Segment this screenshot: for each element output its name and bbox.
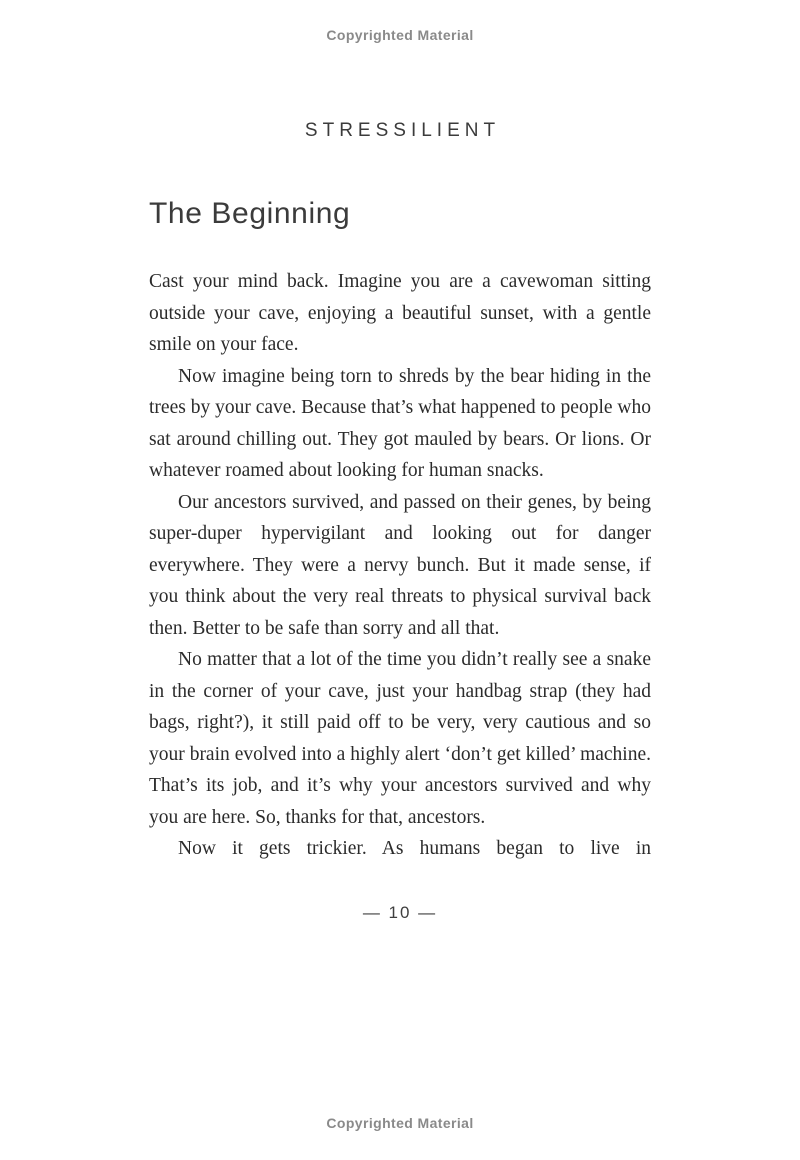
chapter-title: The Beginning bbox=[149, 197, 351, 230]
copyright-notice-bottom: Copyrighted Material bbox=[326, 1115, 474, 1131]
copyright-notice-top: Copyrighted Material bbox=[326, 27, 474, 43]
body-paragraph: Now it gets trickier. As humans began to live in bbox=[178, 838, 651, 859]
body-paragraph: No matter that a lot of the time you didn’t really see a snake in the corner of your cave, just your handbag strap (they had bags, right?), it still paid off to be very, very cautious and so your brain evolved into a highly alert ‘don’t get killed’ machine. That’s its job, and it’s why your ancestors survived and why you are here. So, thanks for that, ancestors. bbox=[149, 649, 651, 828]
body-paragraph: Our ancestors survived, and passed on their genes, by being super-duper hypervigilant and looking out for danger everywhere. They were a nervy bunch. But it made sense, if you think about the very real threats to physical survival back then. Better to be safe than sorry and all that. bbox=[149, 491, 651, 639]
body-paragraph: Now imagine being torn to shreds by the bear hiding in the trees by your cave. Because that’s what happened to people who sat around chilling out. They got mauled by bears. Or lions. Or whatever roamed about looking for human snacks. bbox=[149, 365, 651, 481]
body-paragraph: Cast your mind back. Imagine you are a cavewoman sitting outside your cave, enjoying a beautiful sunset, with a gentle smile on your face. bbox=[149, 271, 651, 355]
book-title-running-head: STRESSILIENT bbox=[304, 120, 501, 141]
body-text-block bbox=[149, 266, 651, 865]
page-number: — 10 — bbox=[362, 902, 438, 922]
